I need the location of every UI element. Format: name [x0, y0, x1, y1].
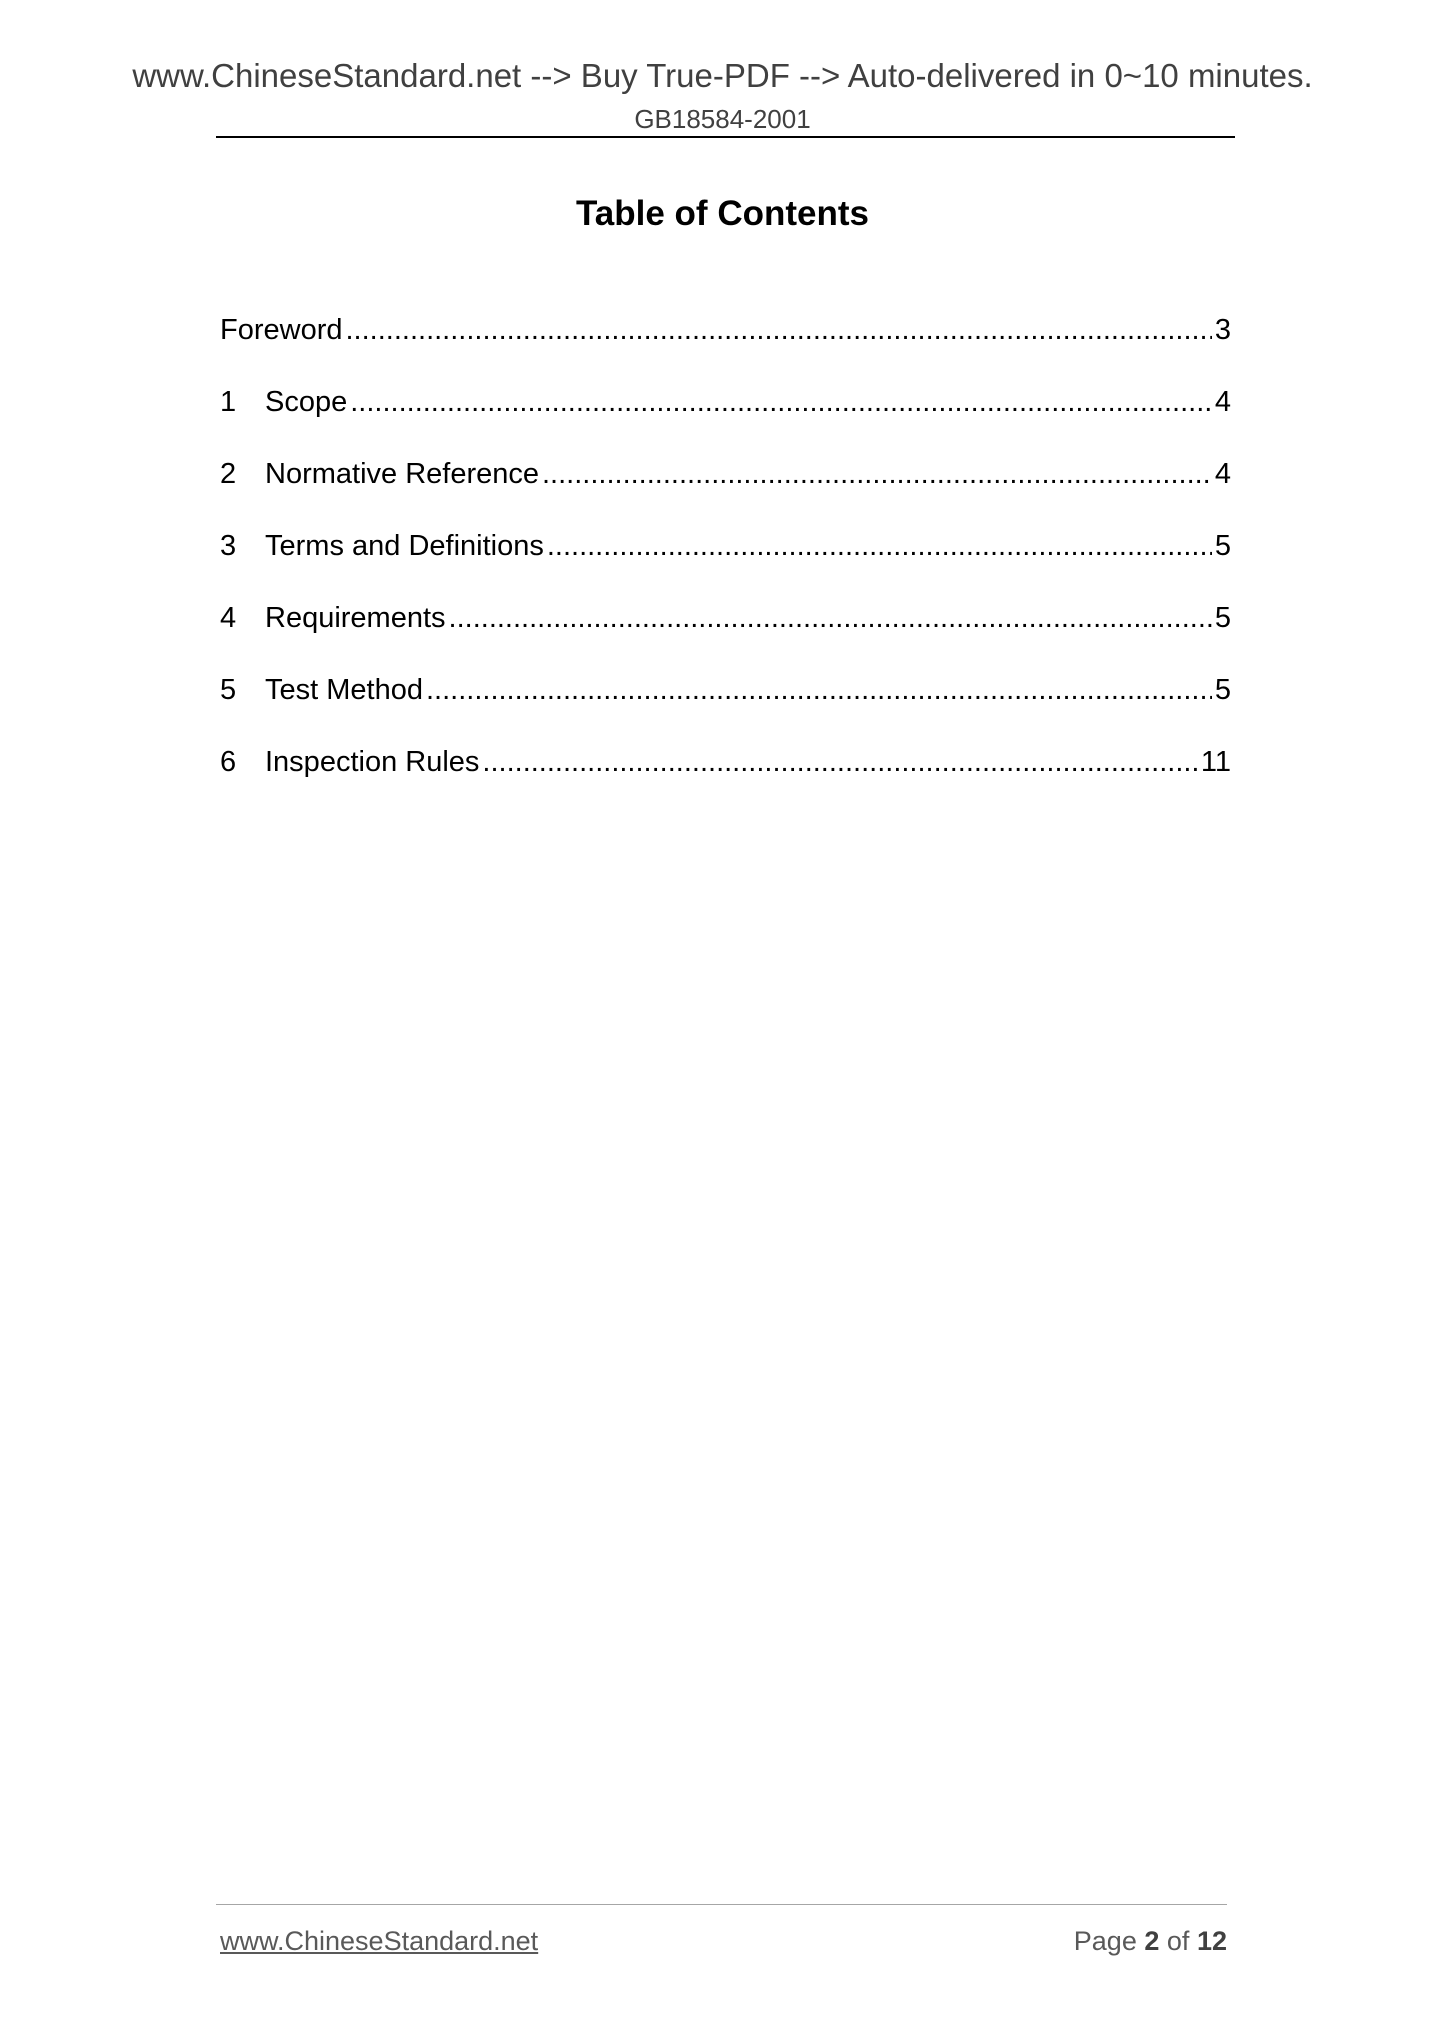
footer-divider	[216, 1904, 1227, 1905]
toc-title: Table of Contents	[576, 194, 869, 233]
page-number	[1074, 1924, 1227, 1958]
toc-entry-number: 3	[220, 530, 237, 562]
toc-entry-page: 3	[1214, 314, 1231, 346]
toc-entry-label: Terms and Definitions	[265, 530, 544, 562]
footer-site-link[interactable]: www.ChineseStandard.net	[220, 1926, 539, 1956]
toc-entry-terms-and-definitions[interactable]	[220, 526, 1231, 598]
document-code: GB18584-2001	[634, 104, 811, 134]
toc-dot-leader	[482, 742, 1197, 782]
toc-entry-inspection-rules[interactable]	[220, 742, 1231, 814]
toc-entry-label: Test Method	[265, 674, 423, 706]
page-total: 12	[1196, 1926, 1227, 1956]
toc-entry-page: 5	[1214, 530, 1231, 562]
toc-entry-page: 4	[1214, 386, 1231, 418]
page-of: of	[1166, 1926, 1190, 1956]
header-divider	[216, 136, 1235, 138]
toc-entry-requirements[interactable]	[220, 598, 1231, 670]
header-banner: www.ChineseStandard.net --> Buy True-PDF --> Auto-delivered in 0~10 minutes.	[132, 57, 1313, 94]
toc-dot-leader	[542, 454, 1212, 494]
toc-entry-page: 5	[1214, 602, 1231, 634]
toc-entry-scope[interactable]	[220, 382, 1231, 454]
toc-entry-page: 5	[1214, 674, 1231, 706]
toc-dot-leader	[449, 598, 1212, 638]
toc-list	[220, 310, 1231, 814]
page-prefix: Page	[1073, 1926, 1137, 1956]
toc-entry-test-method[interactable]	[220, 670, 1231, 742]
toc-entry-label: Normative Reference	[265, 458, 539, 490]
toc-entry-number: 1	[220, 386, 237, 418]
toc-entry-label: Scope	[265, 386, 348, 418]
page-current: 2	[1144, 1926, 1160, 1956]
toc-entry-label: Inspection Rules	[265, 746, 480, 778]
toc-dot-leader	[547, 526, 1212, 566]
toc-entry-page: 4	[1214, 458, 1231, 490]
toc-entry-number: 4	[220, 602, 237, 634]
toc-dot-leader	[426, 670, 1212, 710]
toc-entry-number: 5	[220, 674, 237, 706]
toc-entry-normative-reference[interactable]	[220, 454, 1231, 526]
toc-dot-leader	[350, 382, 1212, 422]
toc-entry-number: 2	[220, 458, 237, 490]
toc-dot-leader	[346, 310, 1212, 350]
toc-entry-number: 6	[220, 746, 237, 778]
toc-entry-foreword[interactable]	[220, 310, 1231, 382]
toc-entry-label: Requirements	[265, 602, 446, 634]
toc-entry-label: Foreword	[220, 314, 343, 346]
toc-entry-page: 11	[1200, 746, 1231, 778]
